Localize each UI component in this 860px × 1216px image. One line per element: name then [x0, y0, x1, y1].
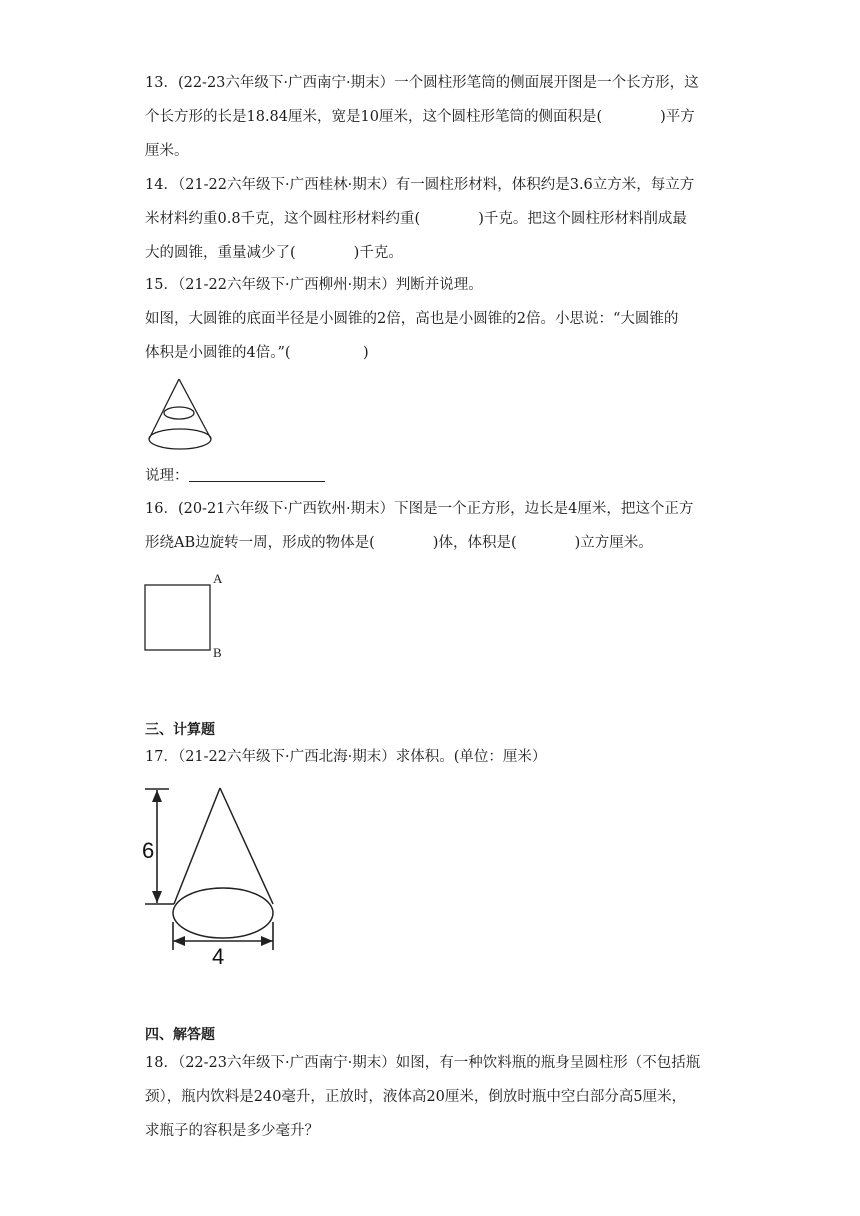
nested-cones-figure	[140, 375, 230, 455]
explain-blank[interactable]	[189, 467, 325, 482]
q15-line-1: 15．（21-22六年级下·广西柳州·期末）判断并说理。	[145, 277, 483, 293]
square-figure	[140, 570, 240, 665]
large-cone-base	[149, 429, 211, 449]
section-4-title: 四、解答题	[145, 1027, 215, 1043]
large-cone-outline	[149, 379, 211, 439]
q16-line-1: 16．(20-21六年级下·广西钦州·期末）下图是一个正方形，边长是4厘米，把这个正方	[145, 501, 694, 517]
q13-line-3: 厘米。	[145, 143, 189, 159]
small-cone-base	[164, 407, 194, 419]
diameter-label: 4	[212, 944, 225, 969]
q18-line-3: 求瓶子的容积是多少毫升？	[145, 1123, 319, 1139]
explain-label: 说理：	[145, 468, 189, 484]
cone-sides	[174, 788, 273, 904]
q15-line-2: 如图，大圆锥的底面半径是小圆锥的2倍，高也是小圆锥的2倍。小思说：“大圆锥的	[145, 311, 679, 327]
square-shape	[145, 585, 210, 650]
q18-line-2: 颈），瓶内饮料是240毫升，正放时，液体高20厘米，倒放时瓶中空白部分高5厘米，	[145, 1089, 687, 1105]
diameter-arrow-left	[173, 936, 185, 946]
explain-line	[145, 466, 325, 486]
q18-line-1: 18．（22-23六年级下·广西南宁·期末）如图，有一种饮料瓶的瓶身呈圆柱形（不包括瓶	[145, 1055, 701, 1071]
height-label: 6	[142, 838, 155, 863]
q14-line-3: 大的圆锥，重量减少了( )千克。	[145, 245, 403, 261]
q14-line-2: 米材料约重0.8千克，这个圆柱形材料约重( )千克。把这个圆柱形材料削成最	[145, 211, 687, 227]
q13-line-1: 13．(22-23六年级下·广西南宁·期末）一个圆柱形笔筒的侧面展开图是一个长方形，这	[145, 75, 699, 91]
section-3-title: 三、计算题	[145, 722, 215, 738]
q14-line-1: 14．（21-22六年级下·广西桂林·期末）有一圆柱形材料，体积约是3.6立方米，每立方	[145, 177, 695, 193]
cone-base	[173, 888, 273, 938]
height-arrow-bottom	[152, 891, 162, 903]
label-b: B	[213, 645, 222, 660]
q16-line-2: 形绕AB边旋转一周，形成的物体是( )体，体积是( )立方厘米。	[145, 535, 653, 551]
q13-line-2: 个长方形的长是18.84厘米，宽是10厘米，这个圆柱形笔筒的侧面积是( )平方	[145, 109, 695, 125]
cone-figure	[140, 780, 290, 970]
height-arrow-top	[152, 790, 162, 802]
q15-line-3: 体积是小圆锥的4倍。”( )	[145, 345, 369, 361]
label-a: A	[213, 571, 223, 586]
diameter-arrow-right	[261, 936, 273, 946]
q17-line-1: 17．（21-22六年级下·广西北海·期末）求体积。(单位：厘米）	[145, 749, 547, 765]
